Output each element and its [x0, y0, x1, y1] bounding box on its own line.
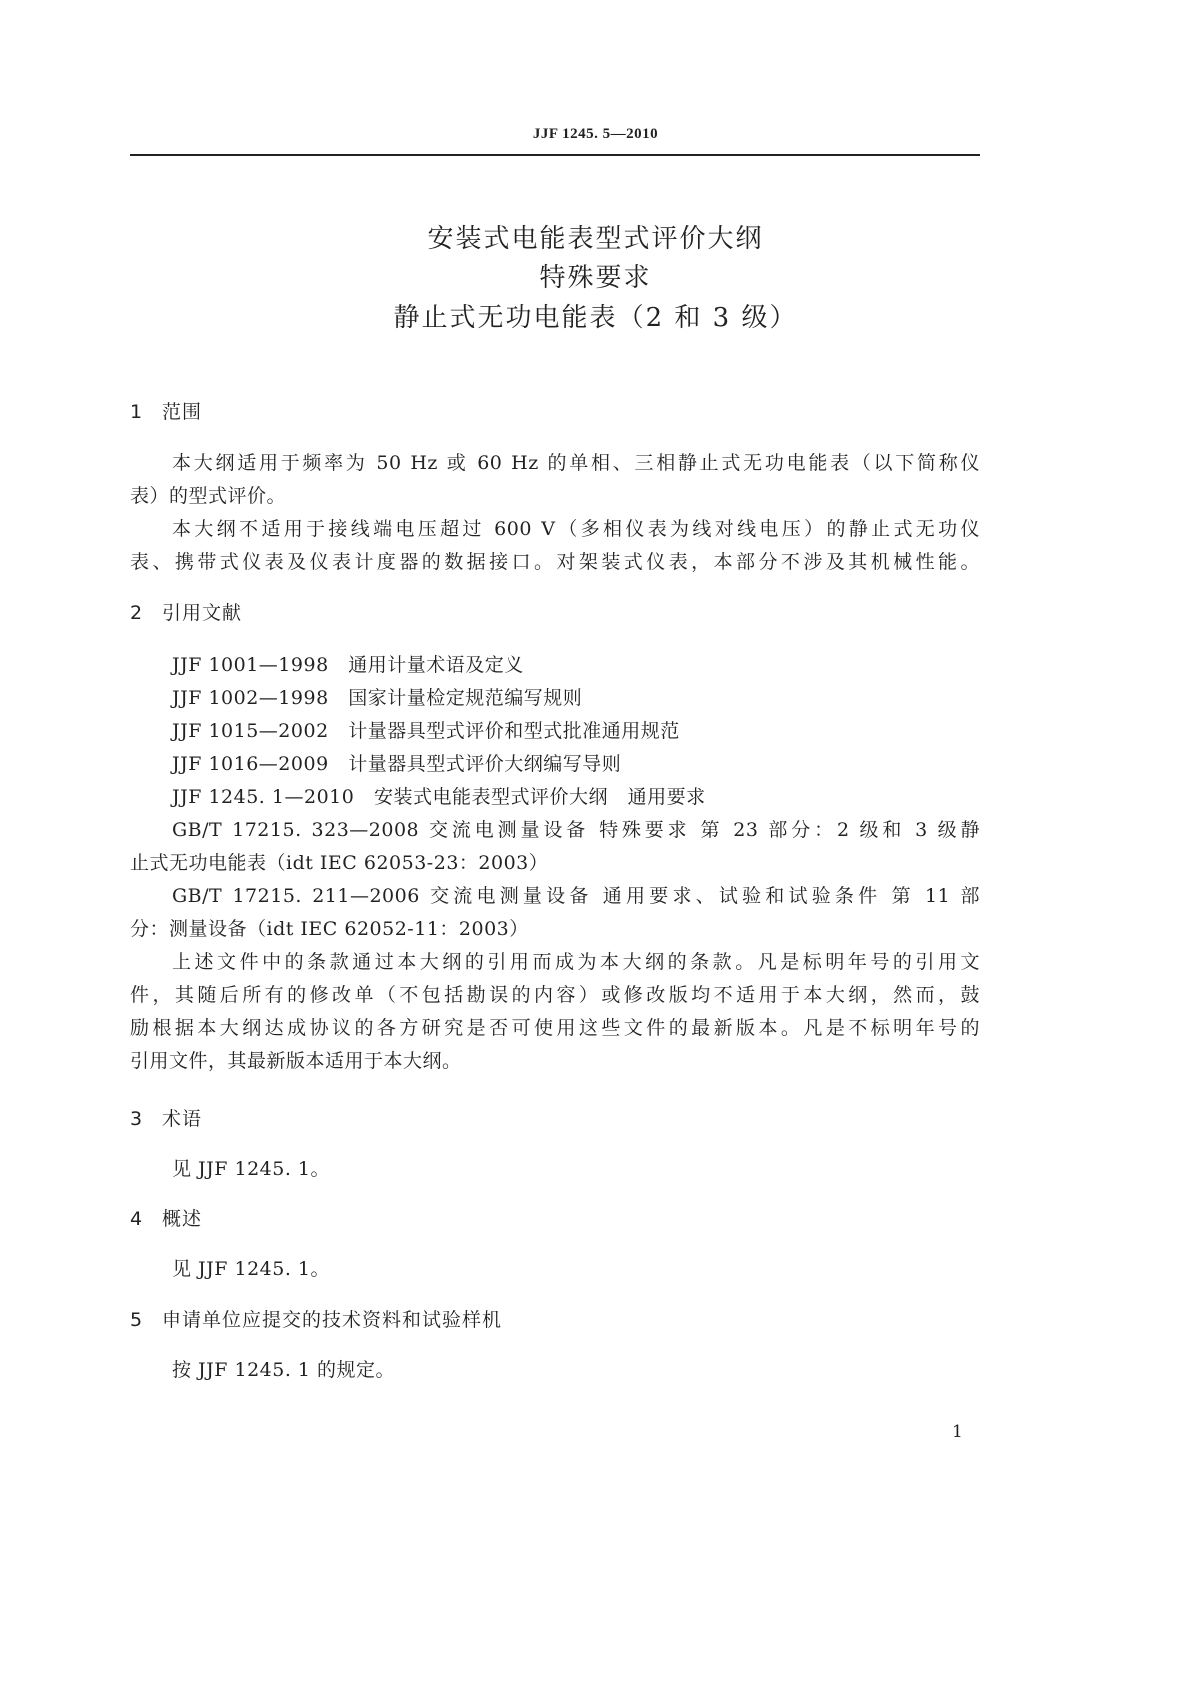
note-line-4: 引用文件，其最新版本适用于本大纲。: [130, 1050, 462, 1072]
section-5-heading: [130, 1305, 502, 1332]
section-title: 术语: [162, 1108, 203, 1130]
title-line-2: 特殊要求: [539, 263, 652, 293]
section-number: 5: [130, 1309, 144, 1331]
standard-header: JJF 1245. 5—2010: [532, 126, 659, 142]
reference-4: JJF 1016—2009 计量器具型式评价大纲编写导则: [172, 753, 622, 775]
s4-body: 见 JJF 1245. 1。: [172, 1258, 331, 1280]
section-1-heading: [130, 397, 202, 424]
reference-5: JJF 1245. 1—2010 安装式电能表型式评价大纲 通用要求: [172, 786, 706, 808]
section-number: 1: [130, 401, 144, 423]
section-title: 概述: [162, 1208, 203, 1230]
section-number: 4: [130, 1208, 144, 1230]
s1-para1-line2: 表）的型式评价。: [130, 485, 287, 507]
s5-body: 按 JJF 1245. 1 的规定。: [172, 1359, 396, 1381]
section-number: 3: [130, 1108, 144, 1130]
reference-3: JJF 1015—2002 计量器具型式评价和型式批准通用规范: [172, 720, 680, 742]
section-title: 申请单位应提交的技术资料和试验样机: [162, 1309, 503, 1331]
section-3-heading: [130, 1104, 202, 1131]
section-4-heading: [130, 1204, 202, 1231]
s1-para2-line1: 本大纲不适用于接线端电压超过 600 V（多相仪表为线对线电压）的静止式无功仪: [172, 518, 980, 540]
title-line-1: 安装式电能表型式评价大纲: [427, 224, 764, 254]
reference-7-line2: 分：测量设备（idt IEC 62052-11：2003）: [130, 918, 529, 940]
title-line-3-main: 静止式无功电能表: [393, 303, 618, 333]
s1-para2-line2: 表、携带式仪表及仪表计度器的数据接口。对架装式仪表，本部分不涉及其机械性能。: [130, 551, 980, 573]
reference-6-line1: GB/T 17215. 323—2008 交流电测量设备 特殊要求 第 23 部分：2 级和 3 级静: [172, 819, 980, 841]
section-number: 2: [130, 602, 144, 624]
title-line-3: [0, 297, 1191, 334]
title-line-3-paren: （2 和 3 级）: [617, 303, 798, 333]
section-2-heading: [130, 598, 242, 625]
section-title: 范围: [162, 401, 203, 423]
header-rule: [130, 154, 980, 156]
s1-para1-line1: 本大纲适用于频率为 50 Hz 或 60 Hz 的单相、三相静止式无功电能表（以下简称仪: [172, 452, 980, 474]
note-line-3: 励根据本大纲达成协议的各方研究是否可使用这些文件的最新版本。凡是不标明年号的: [130, 1017, 980, 1039]
reference-6-line2: 止式无功电能表（idt IEC 62053-23：2003）: [130, 852, 549, 874]
section-title: 引用文献: [162, 602, 243, 624]
reference-7-line1: GB/T 17215. 211—2006 交流电测量设备 通用要求、试验和试验条件 第 11 部: [172, 885, 980, 907]
reference-2: JJF 1002—1998 国家计量检定规范编写规则: [172, 687, 583, 709]
page-number: 1: [952, 1422, 963, 1442]
note-line-2: 件，其随后所有的修改单（不包括勘误的内容）或修改版均不适用于本大纲，然而，鼓: [130, 984, 980, 1006]
reference-1: JJF 1001—1998 通用计量术语及定义: [172, 654, 524, 676]
note-line-1: 上述文件中的条款通过本大纲的引用而成为本大纲的条款。凡是标明年号的引用文: [172, 951, 980, 973]
s3-body: 见 JJF 1245. 1。: [172, 1158, 331, 1180]
